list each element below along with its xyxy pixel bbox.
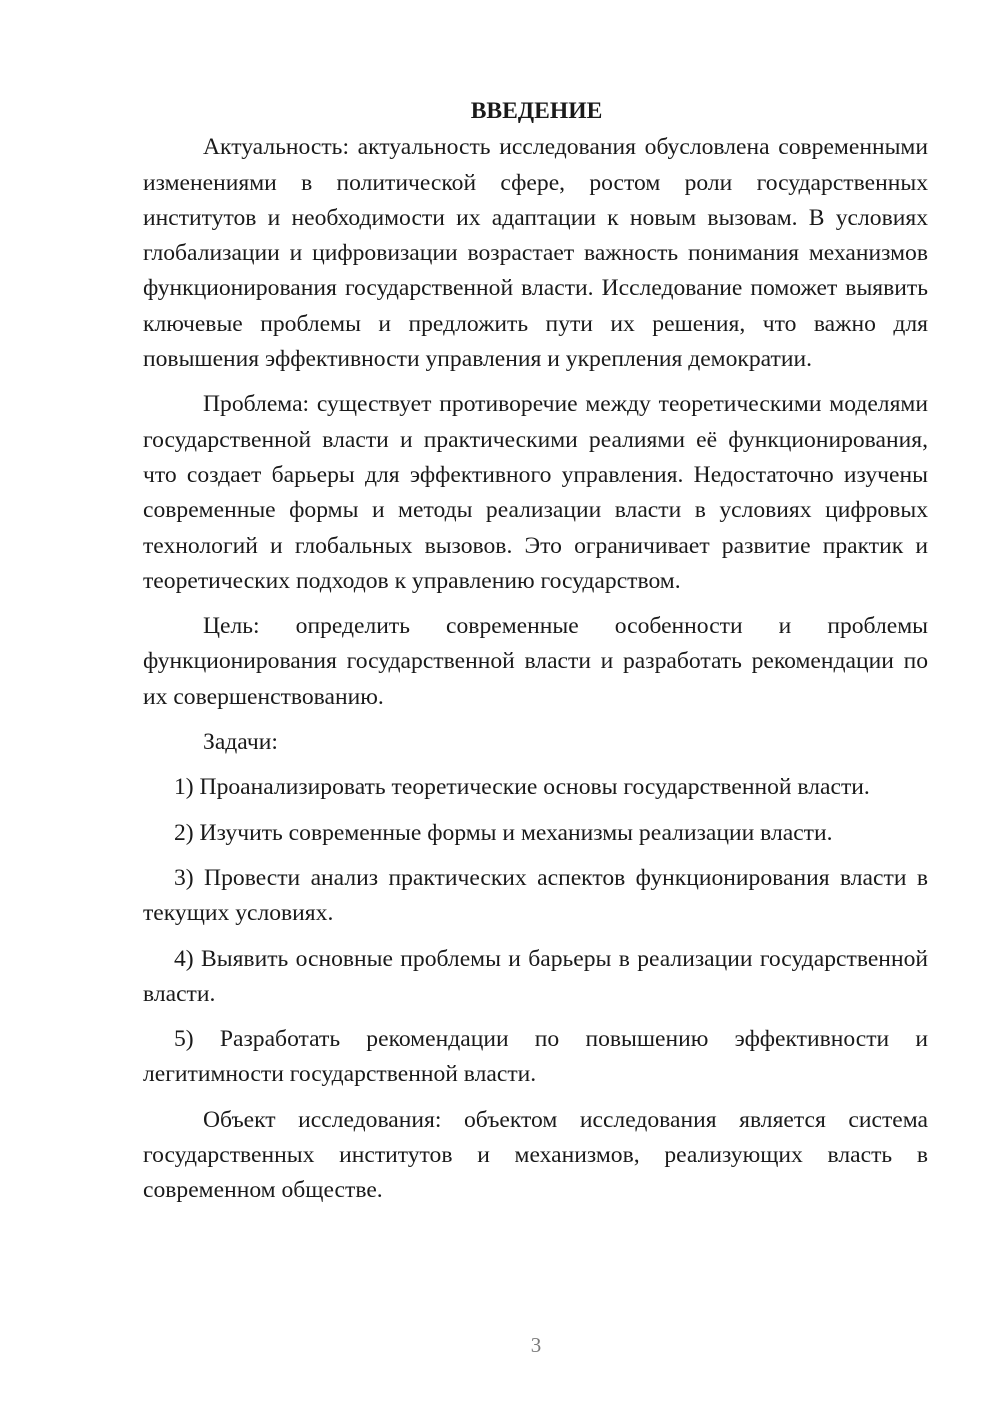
object-paragraph: Объект исследования: объектом исследования является система государственных институтов и механизмов, реализующих власть в современном обществе. (143, 1106, 928, 1204)
page-title: ВВЕДЕНИЕ (470, 98, 603, 124)
goal-paragraph: Цель: определить современные особенности и проблемы функционирования государственной власти и разработать рекомендации по их совершенствованию. (143, 613, 928, 710)
relevance-paragraph: Актуальность: актуальность исследования обусловлена современными изменениями в политической сфере, ростом роли государственных институтов и необходимости их адаптации к новым вызовам. В условиях глобализации и цифровизации возрастает важность понимания механизмов функционирования государственной власти. Исследование поможет выявить ключевые проблемы и предложить пути их решения, что важно для повышения эффективности управления и укрепления демократии. (143, 134, 928, 373)
page-content (143, 94, 928, 1209)
task-item-3: 3) Провести анализ практических аспектов функционирования власти в текущих условиях. (143, 864, 928, 927)
task-item-4: 4) Выявить основные проблемы и барьеры в реализации государственной власти. (143, 945, 928, 1007)
task-item-2: 2) Изучить современные формы и механизмы реализации власти. (174, 819, 833, 846)
task-item-1: 1) Проанализировать теоретические основы государственной власти. (174, 774, 870, 801)
problem-paragraph: Проблема: существует противоречие между теоретическими моделями государственной власти и практическими реалиями её функционирования, что создает барьеры для эффективного управления. Недостаточно изучены современные формы и методы реализации власти в условиях цифровых технологий и глобальных вызовов. Это ограничивает развитие практик и теоретических подходов к управлению государством. (143, 391, 928, 594)
task-item-5: 5) Разработать рекомендации по повышению эффективности и легитимности государственной власти. (143, 1026, 928, 1088)
page-number: 3 (530, 1333, 542, 1357)
tasks-label: Задачи: (203, 729, 278, 756)
